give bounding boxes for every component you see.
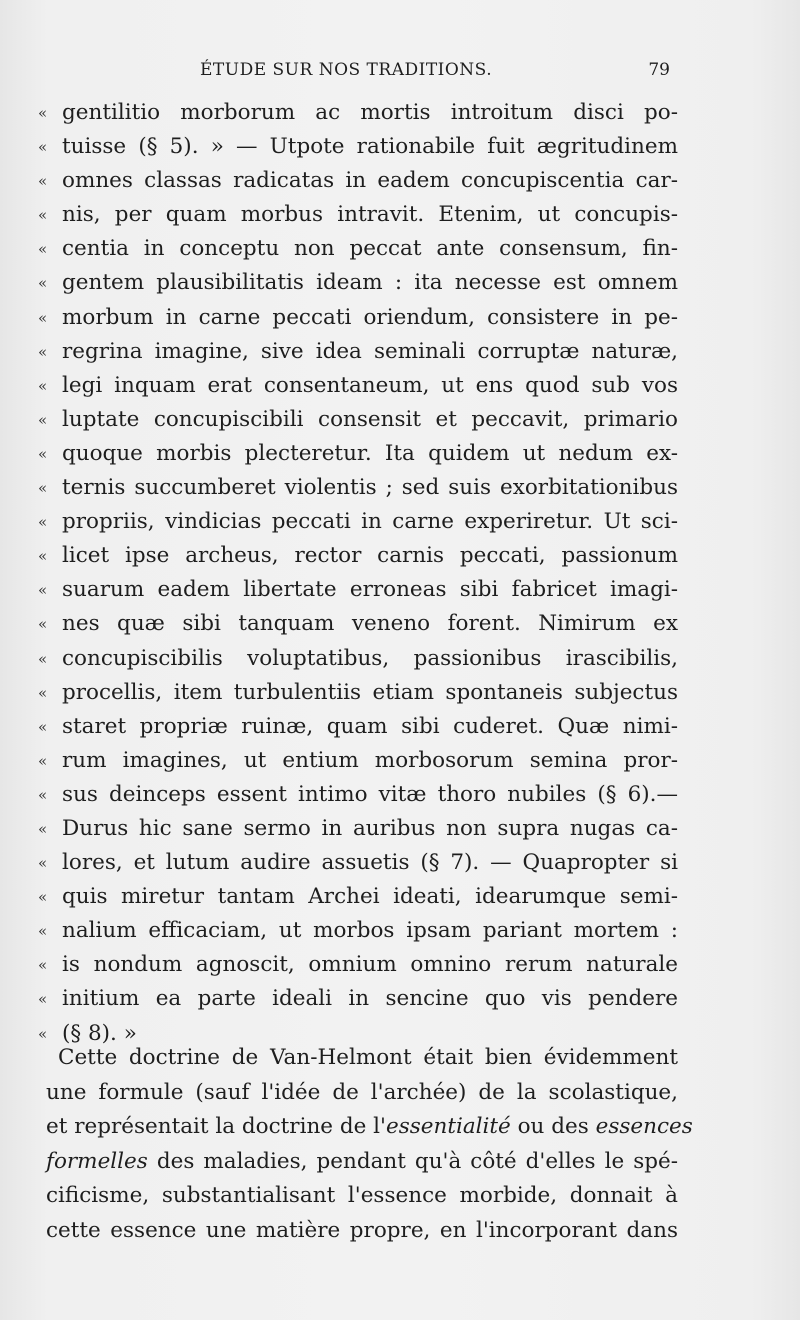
quote-line [38, 130, 678, 164]
quote-line [38, 198, 678, 232]
quote-mark: « [38, 376, 48, 395]
paragraph-line [46, 1110, 693, 1145]
quote-line [38, 437, 678, 471]
quote-text: nes quæ sibi tanquam veneno forent. Nimirum ex [62, 611, 678, 637]
quote-mark: « [38, 104, 48, 122]
french-paragraph [46, 1041, 693, 1249]
quote-line [38, 846, 678, 880]
italic-term: essentialité [385, 1114, 511, 1140]
paragraph-line [46, 1145, 678, 1180]
running-title: ÉTUDE SUR NOS TRADITIONS. [200, 60, 493, 80]
quote-line [38, 403, 678, 437]
quote-mark: « [38, 274, 48, 293]
quote-text: is nondum agnoscit, omnium omnino rerum naturale [62, 952, 678, 978]
paragraph-line: cificisme, substantialisant l'essence morbide, donnait à [46, 1183, 678, 1209]
quote-mark: « [38, 854, 48, 873]
quote-line [38, 335, 678, 369]
quote-text: legi inquam erat consentaneum, ut ens quod sub vos [62, 372, 678, 398]
quote-text: staret propriæ ruinæ, quam sibi cuderet. Quæ nimi- [62, 713, 678, 739]
quote-text: centia in conceptu non peccat ante consensum, fin- [62, 236, 678, 262]
paragraph-text: et représentait la doctrine de l' [46, 1114, 386, 1140]
quote-line [38, 778, 678, 812]
quote-text: quoque morbis plecteretur. Ita quidem ut nedum ex- [62, 440, 678, 466]
quote-line [38, 301, 678, 335]
quote-text: licet ipse archeus, rector carnis peccati, passionum [62, 543, 678, 569]
quote-mark: « [38, 410, 48, 429]
quote-text: morbum in carne peccati oriendum, consistere in pe- [62, 304, 678, 330]
quote-text: suarum eadem libertate erroneas sibi fabricet imagi- [62, 577, 678, 603]
paragraph-line: Cette doctrine de Van-Helmont était bien évidemment [58, 1045, 678, 1070]
quote-mark: « [38, 888, 48, 907]
quote-text: tuisse (§ 5). » — Utpote rationabile fuit ægritudinem [62, 134, 678, 160]
quote-mark: « [38, 581, 48, 600]
quote-mark: « [38, 444, 48, 463]
quote-text: procellis, item turbulentiis etiam spontaneis subjectus [62, 679, 678, 705]
paragraph-line: une formule (sauf l'idée de l'archée) de la scolastique, [46, 1079, 678, 1105]
quote-text: ternis succumberet violentis ; sed suis exorbitationibus [62, 475, 678, 501]
quote-line [38, 710, 678, 744]
quote-line [38, 880, 678, 914]
quote-text: nalium efficaciam, ut morbos ipsam pariant mortem : [62, 918, 678, 944]
quote-line [38, 744, 678, 778]
quote-mark: « [38, 240, 48, 259]
quote-line [38, 539, 678, 573]
quote-line [38, 812, 678, 846]
quote-mark: « [38, 717, 48, 736]
paragraph-text: des maladies, pendant qu'à côté d'elles le spé- [147, 1148, 678, 1174]
quote-line [38, 642, 678, 676]
quote-text: luptate concupiscibili consensit et peccavit, primario [62, 406, 678, 432]
quote-text: sus deinceps essent intimo vitæ thoro nubiles (§ 6).— [62, 781, 678, 807]
quote-text: initium ea parte ideali in sencine quo vis pendere [62, 986, 678, 1012]
quote-mark: « [38, 649, 48, 668]
quote-mark: « [38, 819, 48, 838]
latin-quotation [38, 96, 678, 1051]
quote-mark: « [38, 342, 48, 361]
quote-mark: « [38, 683, 48, 702]
quote-mark: « [38, 751, 48, 770]
quote-text: omnes classas radicatas in eadem concupiscentia car- [62, 168, 678, 194]
italic-term: formelles [46, 1148, 148, 1174]
quote-mark: « [38, 922, 48, 941]
quote-line [38, 505, 678, 539]
quote-text: concupiscibilis voluptatibus, passionibus irascibilis, [62, 645, 678, 671]
quote-line [38, 573, 678, 607]
quote-text: Durus hic sane sermo in auribus non supra nugas ca- [62, 815, 678, 841]
quote-mark: « [38, 308, 48, 327]
quote-text: gentem plausibilitatis ideam : ita necesse est omnem [62, 270, 678, 296]
quote-mark: « [38, 1024, 48, 1043]
quote-mark: « [38, 479, 48, 498]
quote-mark: « [38, 547, 48, 566]
quote-text: (§ 8). » [62, 1020, 137, 1046]
quote-mark: « [38, 990, 48, 1009]
quote-text: lores, et lutum audire assuetis (§ 7). — Quapropter si [62, 850, 678, 876]
quote-line [38, 266, 678, 300]
quote-mark: « [38, 138, 48, 157]
quote-text: regrina imagine, sive idea seminali corruptæ naturæ, [62, 338, 678, 364]
page-number: 79 [648, 60, 670, 80]
quote-text: nis, per quam morbus intravit. Etenim, ut concupis- [62, 202, 678, 228]
italic-term: essences [595, 1114, 693, 1140]
quote-mark: « [38, 956, 48, 975]
quote-text: gentilitio morborum ac mortis introitum disci po- [62, 100, 678, 125]
quote-line [38, 607, 678, 641]
quote-mark: « [38, 785, 48, 804]
quote-mark: « [38, 615, 48, 634]
quote-line [38, 982, 678, 1016]
quote-line [38, 948, 678, 982]
quote-line [38, 164, 678, 198]
paragraph-text: ou des [510, 1114, 596, 1140]
quote-mark: « [38, 513, 48, 532]
quote-text: propriis, vindicias peccati in carne experiretur. Ut sci- [62, 509, 678, 535]
page-header [200, 60, 670, 90]
quote-text: quis miretur tantam Archei ideati, idearumque semi- [62, 884, 678, 910]
quote-line [38, 369, 678, 403]
paragraph-line: cette essence une matière propre, en l'incorporant dans [46, 1217, 678, 1243]
quote-line [38, 471, 678, 505]
quote-mark: « [38, 206, 48, 225]
quote-line [38, 676, 678, 710]
quote-line [38, 96, 678, 130]
quote-text: rum imagines, ut entium morbosorum semina pror- [62, 747, 678, 773]
quote-mark: « [38, 172, 48, 191]
quote-line [38, 914, 678, 948]
quote-line [38, 232, 678, 266]
